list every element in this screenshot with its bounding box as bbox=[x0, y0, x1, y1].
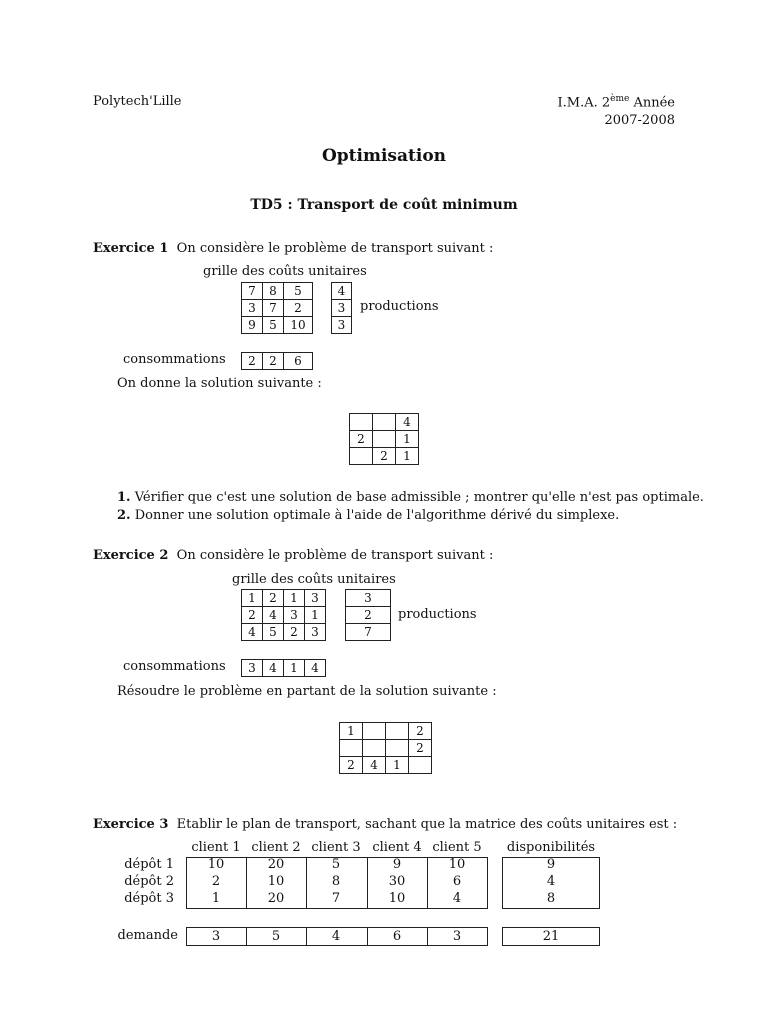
ex3-cost-cell: 5 bbox=[331, 857, 341, 872]
grid-cell: 7 bbox=[242, 283, 263, 300]
ex3-cost-cell: 20 bbox=[267, 891, 285, 906]
institution: Polytech'Lille bbox=[93, 94, 182, 109]
ex3-depot-label: dépôt 1 bbox=[124, 857, 174, 872]
grid-cell: 2 bbox=[263, 590, 284, 607]
ex3-availability-cell: 4 bbox=[546, 874, 556, 889]
ex1-question-2: 2. Donner une solution optimale à l'aide de l'algorithme dérivé du simplexe. bbox=[117, 508, 620, 523]
ex3-demand-cell: 4 bbox=[331, 929, 341, 944]
grid-cell: 4 bbox=[263, 607, 284, 624]
page-subtitle: TD5 : Transport de coût minimum bbox=[250, 197, 518, 213]
ex2-productions-grid bbox=[345, 589, 391, 641]
ex3-availability-cell: 9 bbox=[546, 857, 556, 872]
ex3-cost-cell: 20 bbox=[267, 857, 285, 872]
ex1-productions-label: productions bbox=[360, 299, 439, 314]
academic-year: 2007-2008 bbox=[604, 113, 675, 128]
program-year: I.M.A. 2ème Année bbox=[557, 94, 675, 111]
grid-cell: 3 bbox=[284, 607, 305, 624]
ex3-client-header: client 4 bbox=[372, 840, 422, 855]
ex1-cost-grid bbox=[241, 282, 313, 334]
grid-cell: 2 bbox=[346, 607, 391, 624]
ex3-demand-cell: 3 bbox=[211, 929, 221, 944]
grid-cell: 1 bbox=[242, 590, 263, 607]
grid-cell: 2 bbox=[340, 757, 363, 774]
grid-cell: 3 bbox=[332, 300, 352, 317]
grid-cell: 1 bbox=[284, 590, 305, 607]
grid-cell bbox=[350, 448, 373, 465]
grid-cell: 4 bbox=[263, 660, 284, 677]
ex3-availability-header: disponibilités bbox=[506, 840, 596, 855]
grid-cell: 9 bbox=[242, 317, 263, 334]
grid-cell: 1 bbox=[386, 757, 409, 774]
grid-cell: 2 bbox=[284, 624, 305, 641]
ex1-grid-caption: grille des coûts unitaires bbox=[203, 264, 367, 279]
grid-cell: 2 bbox=[409, 723, 432, 740]
grid-cell: 7 bbox=[263, 300, 284, 317]
ex3-cost-cell: 10 bbox=[207, 857, 225, 872]
grid-cell: 3 bbox=[242, 660, 263, 677]
ex3-heading: Exercice 3 Etablir le plan de transport, sachant que la matrice des coûts unitaires est : bbox=[93, 817, 678, 832]
grid-cell: 2 bbox=[242, 353, 263, 370]
ex3-cost-cell: 7 bbox=[331, 891, 341, 906]
grid-cell: 2 bbox=[242, 607, 263, 624]
grid-cell: 2 bbox=[284, 300, 313, 317]
ex3-cost-cell: 2 bbox=[211, 874, 221, 889]
grid-cell: 3 bbox=[242, 300, 263, 317]
grid-cell: 8 bbox=[263, 283, 284, 300]
grid-cell: 1 bbox=[396, 448, 419, 465]
ex3-cost-cell: 10 bbox=[267, 874, 285, 889]
ex1-question-1: 1. Vérifier que c'est une solution de base admissible ; montrer qu'elle n'est pas optimale. bbox=[117, 490, 704, 505]
grid-cell: 5 bbox=[263, 317, 284, 334]
ex3-client-header: client 1 bbox=[191, 840, 241, 855]
grid-cell: 1 bbox=[340, 723, 363, 740]
ex2-productions-label: productions bbox=[398, 607, 477, 622]
grid-cell: 2 bbox=[409, 740, 432, 757]
ex2-consumptions-label: consommations bbox=[123, 659, 226, 674]
ex1-consumptions-label: consommations bbox=[123, 352, 226, 367]
ex3-demand-cell: 6 bbox=[392, 929, 402, 944]
ex2-heading: Exercice 2 On considère le problème de transport suivant : bbox=[93, 548, 494, 563]
ex3-client-header: client 2 bbox=[251, 840, 301, 855]
ex3-cost-cell: 9 bbox=[392, 857, 402, 872]
grid-cell bbox=[363, 740, 386, 757]
ex3-demand-cell: 5 bbox=[271, 929, 281, 944]
ex3-cost-cell: 1 bbox=[211, 891, 221, 906]
ex3-cost-cell: 8 bbox=[331, 874, 341, 889]
ex1-solution-grid bbox=[349, 413, 419, 465]
grid-cell: 4 bbox=[242, 624, 263, 641]
grid-cell: 2 bbox=[350, 431, 373, 448]
ex3-total-cell: 21 bbox=[542, 929, 560, 944]
ex3-demand-cell: 3 bbox=[452, 929, 462, 944]
grid-cell bbox=[363, 723, 386, 740]
grid-cell: 3 bbox=[305, 590, 326, 607]
ex2-consumptions-grid bbox=[241, 659, 326, 677]
ex2-solution-grid bbox=[339, 722, 432, 774]
grid-cell: 1 bbox=[396, 431, 419, 448]
page-title: Optimisation bbox=[321, 146, 447, 166]
grid-cell: 2 bbox=[373, 448, 396, 465]
grid-cell: 4 bbox=[305, 660, 326, 677]
ex3-availability-cell: 8 bbox=[546, 891, 556, 906]
ex3-demand-label: demande bbox=[117, 928, 178, 943]
grid-cell: 1 bbox=[305, 607, 326, 624]
grid-cell bbox=[340, 740, 363, 757]
grid-cell: 1 bbox=[284, 660, 305, 677]
grid-cell bbox=[373, 431, 396, 448]
ex3-cost-cell: 10 bbox=[388, 891, 406, 906]
grid-cell: 7 bbox=[346, 624, 391, 641]
grid-cell bbox=[386, 723, 409, 740]
ex1-productions-grid bbox=[331, 282, 352, 334]
ex3-depot-label: dépôt 3 bbox=[124, 891, 174, 906]
grid-cell: 4 bbox=[363, 757, 386, 774]
grid-cell: 4 bbox=[332, 283, 352, 300]
grid-cell bbox=[350, 414, 373, 431]
ex2-cost-grid bbox=[241, 589, 326, 641]
grid-cell: 5 bbox=[263, 624, 284, 641]
ex2-grid-caption: grille des coûts unitaires bbox=[232, 572, 396, 587]
grid-cell bbox=[373, 414, 396, 431]
grid-cell: 3 bbox=[346, 590, 391, 607]
ex3-client-header: client 3 bbox=[311, 840, 361, 855]
grid-cell: 3 bbox=[305, 624, 326, 641]
ex1-solution-intro: On donne la solution suivante : bbox=[117, 376, 322, 391]
ex1-consumptions-grid bbox=[241, 352, 313, 370]
ex3-cost-cell: 4 bbox=[452, 891, 462, 906]
grid-cell: 5 bbox=[284, 283, 313, 300]
ex3-cost-cell: 10 bbox=[448, 857, 466, 872]
ex3-cost-cell: 6 bbox=[452, 874, 462, 889]
grid-cell: 2 bbox=[263, 353, 284, 370]
ex1-heading: Exercice 1 On considère le problème de transport suivant : bbox=[93, 241, 494, 256]
ex3-client-header: client 5 bbox=[432, 840, 482, 855]
grid-cell: 3 bbox=[332, 317, 352, 334]
grid-cell: 6 bbox=[284, 353, 313, 370]
grid-cell bbox=[409, 757, 432, 774]
grid-cell: 4 bbox=[396, 414, 419, 431]
ex3-cost-cell: 30 bbox=[388, 874, 406, 889]
ex3-depot-label: dépôt 2 bbox=[124, 874, 174, 889]
grid-cell: 10 bbox=[284, 317, 313, 334]
ex2-solution-intro: Résoudre le problème en partant de la solution suivante : bbox=[117, 684, 497, 699]
grid-cell bbox=[386, 740, 409, 757]
